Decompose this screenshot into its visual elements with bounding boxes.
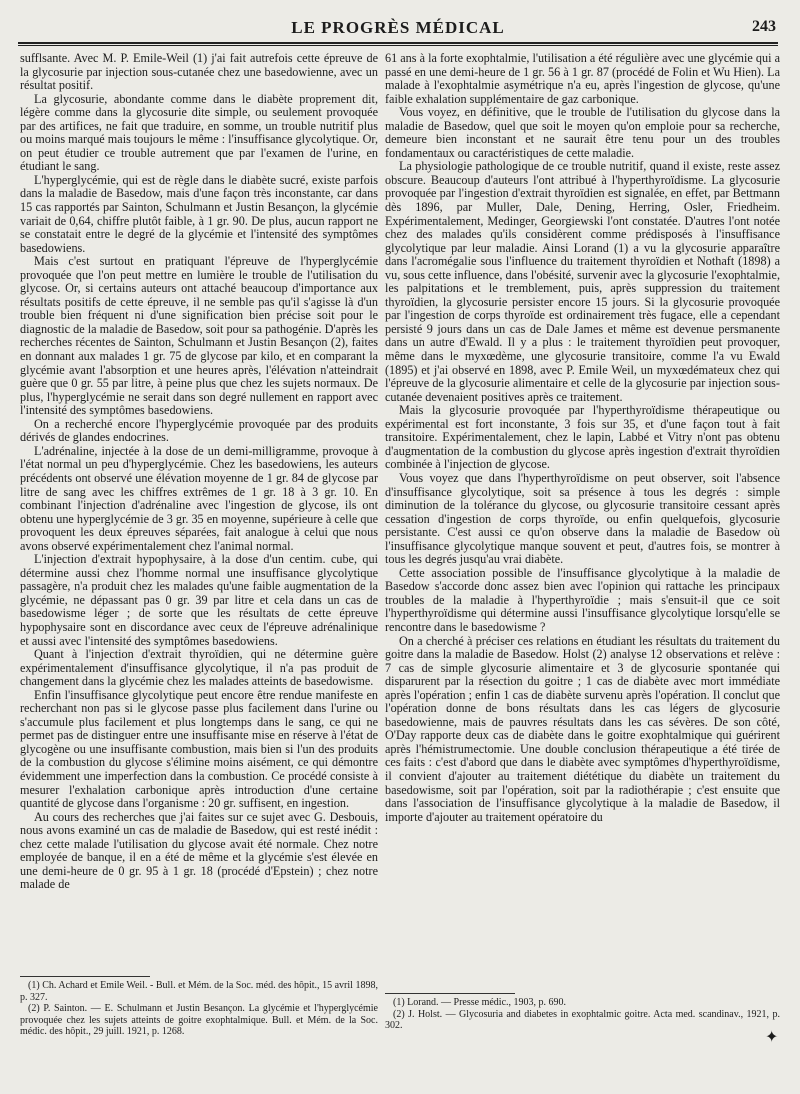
paragraph: Quant à l'injection d'extrait thyroïdien, qui ne détermine guère expérimentalement d'insuffisance glycolytique, il n'a pas produit de changement dans la glycémie chez les malades atteints de basedowisme. [20,647,378,689]
paragraph: L'adrénaline, injectée à la dose de un demi-milligramme, provoque à l'état normal un peu d'hyperglycémie. Chez les basedowiens, les auteurs précédents ont observé une élévation moyenne de 1 gr. 84 de glycose par litre de sang avec les chiffres extrêmes de 1 gr. 18 à 3 gr. 10. En combinant l'injection d'adrénaline avec l'ingestion de glycose, ils ont obtenu une hyperglycémie de 3 gr. 35 en moyenne, supérieure à celle que provoquent les deux épreuves séparées, fait analogue à celui que nous avons observé expérimentalement chez l'animal normal. [20,443,378,553]
paragraph: Enfin l'insuffisance glycolytique peut encore être rendue manifeste en recherchant non pas si le glycose passe plus facilement dans l'urine ou s'accumule plus facilement et plus longtemps dans le sang, ce qui ne permet pas de distinguer entre une insuffisante mise en réserve à l'état de glycogène ou une insuffisante combustion, mais bien si l'un des produits de la combustion du glycose s'élimine moins aisément, ce qui démontre évidemment une imperfection dans la combustion. Ce procédé consiste à mesurer l'exhalation carbonique après introduction d'une certaine quantité de glycose dans l'organisme : 20 gr. suffisent, en ingestion. [20,687,378,811]
header-rule [18,42,778,44]
paragraph: On a recherché encore l'hyperglycémie provoquée par des produits dérivés de glandes endocrines. [20,416,378,445]
paragraph: Vous voyez que dans l'hyperthyroïdisme on peut observer, soit l'absence d'insuffisance glycolytique, soit sa présence à tous les degrés : simple diminution de la tolérance du glycose, ou glycosurie transitoire cessant après cessation d'ingestion de corps thyroïde, ou enfin quelquefois, glycosurie persistante. C'est aussi ce qu'on observe dans la maladie de Basedow où l'insuffisance glycolytique manque souvent et peut, d'autres fois, se montrer à tous les degrés jusqu'au vrai diabète. [385,470,780,567]
footnote: (2) P. Sainton. — E. Schulmann et Justin Besançon. La glycémie et l'hyperglycémie provoquée chez les sujets atteints de goitre exophtalmique. Bull. et Mém. de la Soc. médic. des hôpit., 29 juill. 1921, p. 1268. [20,1003,378,1038]
header-rule-thin [18,45,778,46]
paragraph: Mais la glycosurie provoquée par l'hyperthyroïdisme thérapeutique ou expérimental est fort inconstante, 3 fois sur 35, et d'une façon tout à fait transitoire. Expérimentalement, chez le lapin, Labbé et Vitry n'ont pas obtenu d'augmentation de la combustion du glycose après ingestion d'extrait thyroïdien combinée à l'injection de glycose. [385,403,780,472]
paragraph: 61 ans à la forte exophtalmie, l'utilisation a été régulière avec une glycémie qui a passé en une demi-heure de 1 gr. 56 à 1 gr. 87 (procédé de Folin et Wu Hien). La malade à l'exophtalmie asymétrique n'a eu, après l'ingestion de glycose, qu'une faible exhalation supplémentaire de gaz carbonique. [385,51,780,106]
paragraph: Vous voyez, en définitive, que le trouble de l'utilisation du glycose dans la maladie de Basedow, quel que soit le moyen qu'on emploie pour sa recherche, demeure bien inconstant et ne saurait être tenu pour un des troubles fondamentaux ou caractéristiques de cette maladie. [385,105,780,160]
paragraph: Au cours des recherches que j'ai faites sur ce sujet avec G. Desbouis, nous avons examiné un cas de maladie de Basedow, qui est resté inédit : chez cette malade l'utilisation du glycose avait été normale. Chez notre employée de banque, il en a été de même et la glycémie s'est élevée en une demi-heure de 0 gr. 95 à 1 gr. 18 (procédé d'Epstein) ; chez notre malade de [20,809,378,892]
footnotes-right [385,993,780,1032]
paragraph: sufflsante. Avec M. P. Emile-Weil (1) j'ai fait autrefois cette épreuve de la glycosurie par injection sous-cutanée chez une basedowienne, avec un résultat positif. [20,51,378,93]
paragraph: La glycosurie, abondante comme dans le diabète proprement dit, légère comme dans la glycosurie dite simple, ou seulement provoquée par des artifices, ne fait que traduire, en somme, un trouble nutritif plus ou moins marqué mais toujours le même : l'insuffisance glycolytique. Or, on peut étudier ce trouble autrement que par l'examen de l'urine, en étudiant le sang. [20,91,378,174]
journal-title: LE PROGRÈS MÉDICAL [291,18,505,37]
footnote-separator [385,993,515,994]
running-header [18,14,778,44]
footnote: (1) Lorand. — Presse médic., 1903, p. 690. [393,997,567,1008]
paragraph: On a cherché à préciser ces relations en étudiant les résultats du traitement du goitre dans la maladie de Basedow. Holst (2) analyse 12 observations et relève : 7 cas de simple glycosurie alimentaire et 3 de glycosurie spontanée qui disparurent par la résection du goitre ; 1 cas de diabète avec mort immédiate après l'opération ; enfin 1 cas de diabète survenu après l'opération. Il conclut que l'opération donne de bons résultats dans les cas légers de glycosurie basedowienne, mais de pauvres résultats dans les cas sévères. De son côté, O'Day rapporte deux cas de diabète dans le goitre exophtalmique qui guérirent après l'hémistrumectomie. Une double conclusion thérapeutique a été tirée de ces faits : c'est d'abord que dans le diabète avec symptômes d'hyperthyroïdisme, il convient d'ajouter au traitement diététique du diabète un traitement du basedowisme, soit par l'opération, soit par la radiothérapie ; c'est ensuite que dans l'association de l'insuffisance glycolytique à la maladie de Basedow, il importe d'ajouter au traitement opératoire du [385,633,780,824]
right-column [385,52,780,824]
paragraph: La physiologie pathologique de ce trouble nutritif, quand il existe, reste assez obscure. Beaucoup d'auteurs l'ont attribué à l'hyperthyroïdisme. La glycosurie provoquée par l'ingestion d'extrait thyroïdien est signalée, en effet, par Bettmann dès 1896, par Muller, Dale, Dening, Herring, Osler, Friedheim. Expérimentalement, Medinger, Georgiewski l'ont constatée. D'autres l'ont notée chez des malades qu'ils considèrent comme prédisposés à l'insuffisance glycolytique par leur maladie. Ainsi Lorand (1) a vu la glycosurie apparaître dans l'acromégalie sous l'influence du traitement thyroïdien et Nothaft (1898) a vu, sous cette influence, dans l'obésité, survenir avec la glycosurie l'exophtalmie, les palpitations et le tremblement, puis, après suppression du traitement thyroïdien, la glycosurie persister encore 15 jours. Si la glycosurie provoquée par l'ingestion de corps thyroïde est ordinairement très fugace, elle a cependant persisté 9 jours dans un cas de Dale James et même est devenue persmanente dans un autre d'Ewald. Il y a plus : le traitement thyroïdien peut provoquer, même dans le myxœdème, une glycosurie transitoire, comme l'a vu Ewald (1895) et j'ai observé en 1898, avec P. Emile Weil, un myxœdémateux chez qui l'épreuve de la glycosurie alimentaire et celle de la glycosurie par injection sous-cutanée devenaient positives après ce traitement. [385,159,780,404]
footnotes-left [20,976,378,1038]
page-number: 243 [752,18,776,35]
end-ornament: ✦ [765,1029,779,1046]
footnote-separator [20,976,150,977]
paragraph: L'injection d'extrait hypophysaire, à la dose d'un centim. cube, qui détermine aussi chez l'homme normal une insuffisance glycolytique passagère, n'a produit chez les malades qu'une faible augmentation de la glycémie, ne dépassant pas 0 gr. 39 par litre et cela dans un cas de basedowisme léger ; de sorte que les résultats de cette épreuve hypophysaire sont en discordance avec ceux de l'épreuve adrénalinique et aussi avec l'intensité des symptômes basedowiens. [20,552,378,648]
footnote: (2) J. Holst. — Glycosuria and diabetes in exophtalmic goitre. Acta med. scandinav., 1921, p. 302. [385,1008,780,1032]
left-column [20,52,378,892]
paragraph: Cette association possible de l'insuffisance glycolytique à la maladie de Basedow s'accorde donc assez bien avec l'opinion qui rattache les principaux troubles de la maladie à l'hyperthyroïdie ; mais s'ensuit-il que ce soit l'hyperthyroïdisme qui détermine aussi l'insuffisance glycolytique lorsqu'elle se rencontre dans le basedowisme ? [385,565,780,634]
paragraph: L'hyperglycémie, qui est de règle dans le diabète sucré, existe parfois dans la maladie de Basedow, mais d'une façon très inconstante, car dans 15 cas rapportés par Sainton, Schulmann et Justin Besançon, la glycémie variait de 0,64, chiffre plutôt faible, à 1 gr. 90. De plus, aucun rapport ne se constatait entre le degré de la glycémie et l'intensité des symptômes basedowiens. [20,172,378,255]
paragraph: Mais c'est surtout en pratiquant l'épreuve de l'hyperglycémie provoquée que l'on peut mettre en lumière le trouble de l'utilisation du glycose. Or, si certains auteurs ont attaché beaucoup d'importance aux résultats positifs de cette épreuve, il ne semble pas qu'il s'agisse là d'un trouble bien fréquent ni d'une signification bien précise soit pour le diagnostic de la maladie de Basedow, soit pour sa pathogénie. D'après les recherches récentes de Sainton, Schulmann et Justin Besançon (2), faites en donnant aux malades 1 gr. 75 de glycose par kilo, et en comparant la glycémie avant l'absorption et une heures après, l'élévation n'atteindrait guère que 0 gr. 55 par litre, à peine plus que chez les sujets normaux. De plus, l'hyperglycémie ne serait dans son degré nullement en rapport avec l'intensité des symptômes basedowiens. [20,254,378,418]
footnote: (1) Ch. Achard et Emile Weil. - Bull. et Mém. de la Soc. méd. des hôpit., 15 avril 1898, p. 327. [20,980,378,1003]
